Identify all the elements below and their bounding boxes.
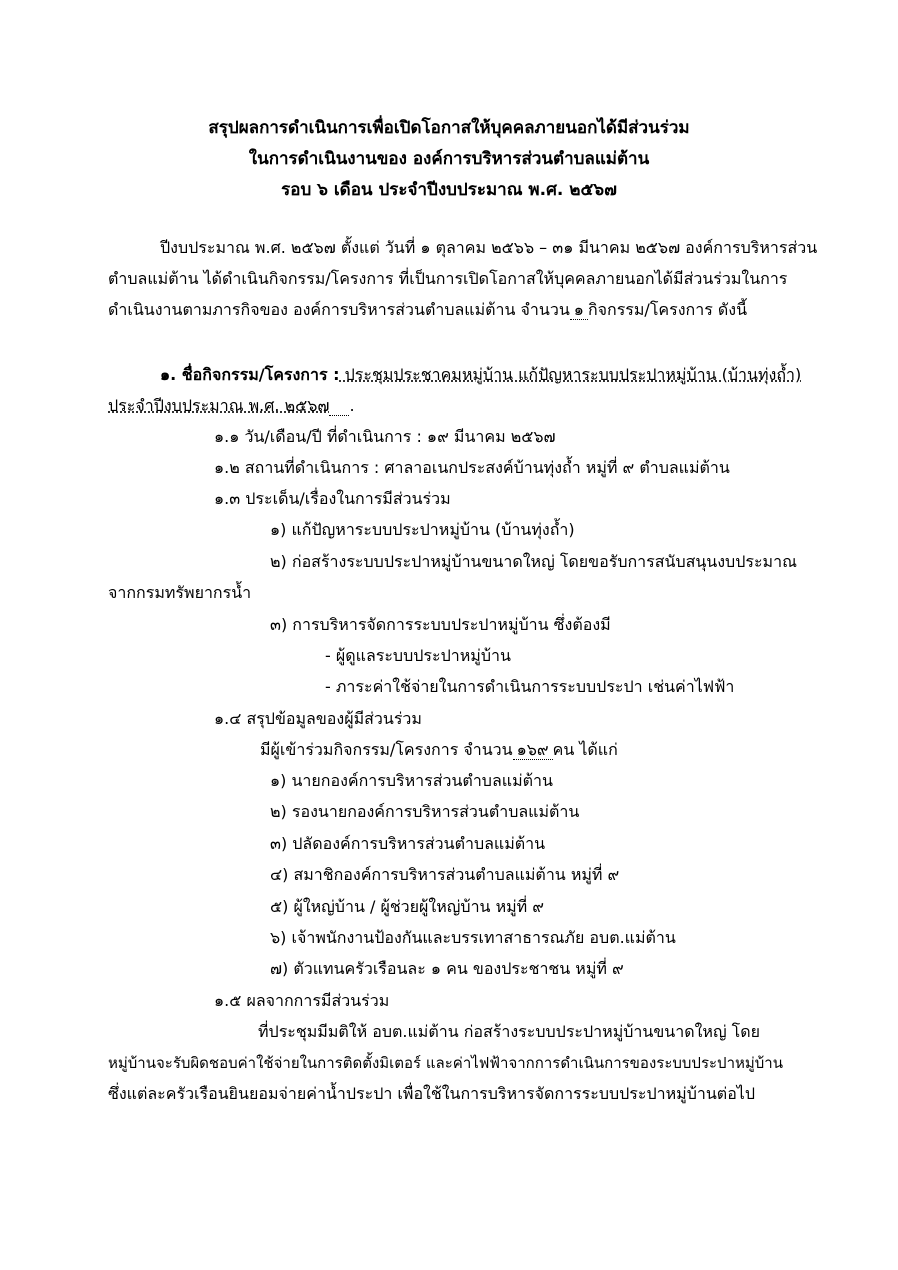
- result-heading: ๑.๕ ผลจากการมีส่วนร่วม: [214, 991, 390, 1010]
- activity-heading-line: [160, 364, 801, 386]
- issue-item-2-cont: จากกรมทรัพยากรน้ำ: [108, 583, 252, 602]
- result-line-3: ซึ่งแต่ละครัวเรือนยินยอมจ่ายค่าน้ำประปา เพื่อใช้ในการบริหารจัดการระบบประปาหมู่บ้านต่อไป: [108, 1084, 755, 1103]
- intro-line-1: ปีงบประมาณ พ.ศ. ๒๕๖๗ ตั้งแต่ วันที่ ๑ ตุลาคม ๒๕๖๖ – ๓๑ มีนาคม ๒๕๖๗ องค์การบริหารส่วน: [160, 238, 818, 257]
- doc-title-line-1: สรุปผลการดำเนินการเพื่อเปิดโอกาสให้บุคคลภายนอกได้มีส่วนร่วม: [208, 118, 690, 138]
- participant-item: ๖) เจ้าพนักงานป้องกันและบรรเทาสาธารณภัย อบต.แม่ต้าน: [270, 928, 676, 947]
- activity-heading: ๑. ชื่อกิจกรรม/โครงการ :: [160, 365, 340, 384]
- participants-summary-suffix: คน ได้แก่: [552, 740, 618, 759]
- participant-item: ๕) ผู้ใหญ่บ้าน / ผู้ช่วยผู้ใหญ่บ้าน หมู่ที่ ๙: [270, 897, 545, 916]
- doc-title-line-2: ในการดำเนินงานของ องค์การบริหารส่วนตำบลแม่ต้าน: [248, 149, 650, 169]
- activity-count: ๑: [570, 300, 588, 320]
- participants-summary: [260, 739, 618, 761]
- activity-name-line-2: [108, 395, 355, 417]
- issue-item-3-sub-1: - ผู้ดูแลระบบประปาหมู่บ้าน: [325, 646, 511, 665]
- participant-item: ๑) นายกองค์การบริหารส่วนตำบลแม่ต้าน: [270, 771, 553, 790]
- intro-line-3-suffix: กิจกรรม/โครงการ ดังนี้: [587, 300, 748, 319]
- activity-date: ๑.๑ วัน/เดือน/ปี ที่ดำเนินการ : ๑๙ มีนาคม ๒๕๖๗: [214, 427, 556, 446]
- issue-item-1: ๑) แก้ปัญหาระบบประปาหมู่บ้าน (บ้านทุ่งถ้ำ): [270, 520, 575, 539]
- participant-item: ๔) สมาชิกองค์การบริหารส่วนตำบลแม่ต้าน หมู่ที่ ๙: [270, 865, 620, 884]
- result-line-1: ที่ประชุมมีมติให้ อบต.แม่ต้าน ก่อสร้างระบบประปาหมู่บ้านขนาดใหญ่ โดย: [258, 1022, 761, 1041]
- activity-name-cont: ประจำปีงบประมาณ พ.ศ. ๒๕๖๗: [108, 396, 330, 415]
- intro-line-3: [108, 299, 747, 321]
- participant-item: ๗) ตัวแทนครัวเรือนละ ๑ คน ของประชาชน หมู่ที่ ๙: [270, 959, 624, 978]
- issues-heading: ๑.๓ ประเด็น/เรื่องในการมีส่วนร่วม: [214, 489, 451, 508]
- participants-count: ๑๖๙: [513, 740, 553, 760]
- intro-line-2: ตำบลแม่ต้าน ได้ดำเนินกิจกรรม/โครงการ ที่เป็นการเปิดโอกาสให้บุคคลภายนอกได้มีส่วนร่วมในการ: [108, 269, 788, 288]
- intro-line-3-text: ดำเนินงานตามภารกิจของ องค์การบริหารส่วนตำบลแม่ต้าน จำนวน: [108, 300, 570, 319]
- participant-item: ๒) รองนายกองค์การบริหารส่วนตำบลแม่ต้าน: [270, 802, 580, 821]
- participants-heading: ๑.๔ สรุปข้อมูลของผู้มีส่วนร่วม: [214, 709, 422, 728]
- issue-item-3-sub-2: - ภาระค่าใช้จ่ายในการดำเนินการระบบประปา เช่นค่าไฟฟ้า: [325, 677, 735, 696]
- participant-item: ๓) ปลัดองค์การบริหารส่วนตำบลแม่ต้าน: [270, 834, 546, 853]
- activity-name: ประชุมประชาคมหมู่บ้าน แก้ปัญหาระบบประปาหมู่บ้าน (บ้านทุ่งถ้ำ): [339, 365, 802, 384]
- participants-summary-text: มีผู้เข้าร่วมกิจกรรม/โครงการ จำนวน: [260, 740, 513, 759]
- issue-item-2: ๒) ก่อสร้างระบบประปาหมู่บ้านขนาดใหญ่ โดยขอรับการสนับสนุนงบประมาณ: [270, 552, 797, 571]
- activity-name-end: .: [349, 396, 355, 415]
- result-line-2: หมู่บ้านจะรับผิดชอบค่าใช้จ่ายในการติดตั้งมิเตอร์ และค่าไฟฟ้าจากการดำเนินการของระบบประปาหมู่บ้าน: [108, 1054, 783, 1072]
- issue-item-3: ๓) การบริหารจัดการระบบประปาหมู่บ้าน ซึ่งต้องมี: [270, 615, 611, 634]
- activity-name-fill: [329, 396, 349, 416]
- activity-place: ๑.๒ สถานที่ดำเนินการ : ศาลาอเนกประสงค์บ้านทุ่งถ้ำ หมู่ที่ ๙ ตำบลแม่ต้าน: [214, 458, 730, 477]
- doc-title-line-3: รอบ ๖ เดือน ประจำปีงบประมาณ พ.ศ. ๒๕๖๗: [281, 180, 617, 200]
